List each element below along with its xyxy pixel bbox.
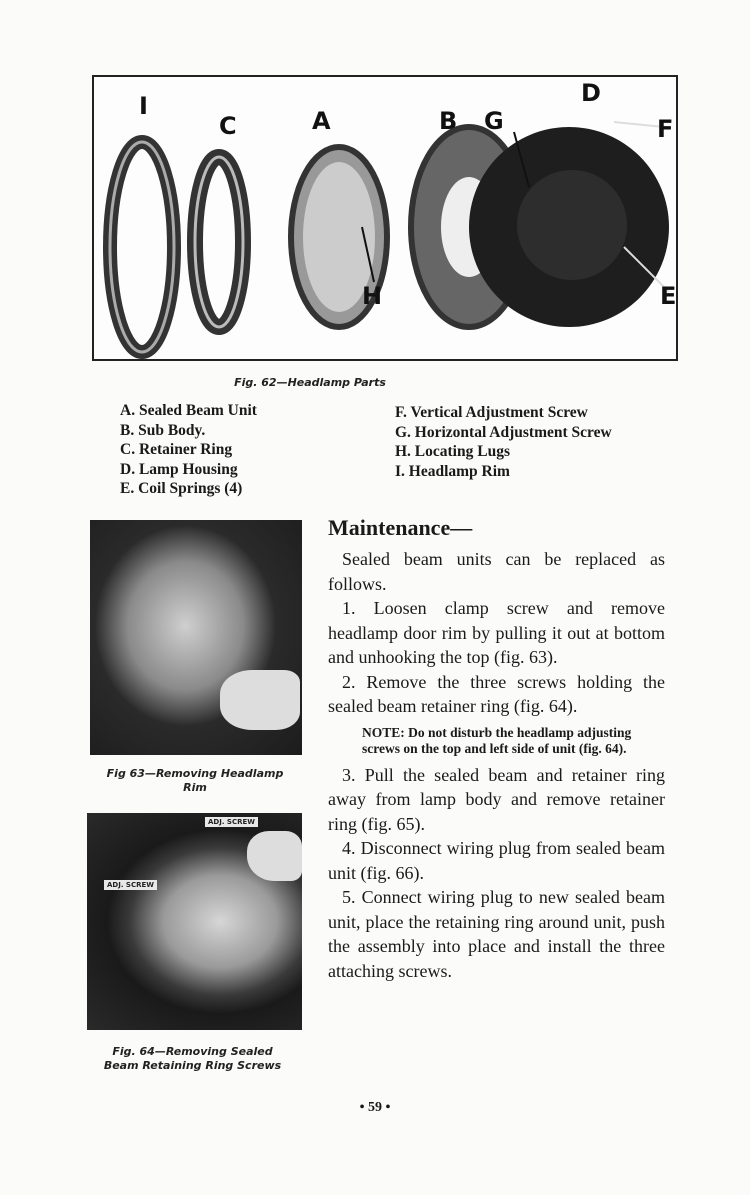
caption-line: Fig. 64—Removing Sealed (112, 1045, 273, 1058)
caption-line: Fig 63—Removing Headlamp (106, 767, 284, 780)
part-item: I. Headlamp Rim (395, 462, 510, 480)
adj-screw-tag-left: ADJ. SCREW (104, 880, 157, 890)
label-e: E (660, 282, 677, 310)
figure-62-headlamp-parts (92, 75, 678, 361)
page-number: • 59 • (359, 1100, 391, 1115)
part-item: D. Lamp Housing (120, 460, 238, 478)
figure-64-photo (87, 813, 302, 1030)
paragraph-step-5: 5. Connect wiring plug to new sealed beam unit, place the retaining ring around unit, push the assembly into place and install the three attaching screws. (328, 887, 665, 981)
part-item: H. Locating Lugs (395, 443, 510, 460)
figure-63-caption (85, 767, 305, 795)
label-c: C (219, 112, 237, 140)
label-b: B (439, 107, 458, 135)
part-item: G. Horizontal Adjustment Screw (395, 423, 612, 441)
label-h: H (362, 282, 383, 310)
part-item: B. Sub Body. (120, 421, 206, 439)
note: NOTE: Do not disturb the headlamp adjusting screws on the top and left side of unit (fig. 64). (362, 724, 632, 756)
paragraph-step-2: 2. Remove the three screws holding the sealed beam retainer ring (fig. 64). (328, 671, 665, 716)
caption-line: Rim (183, 781, 207, 794)
parts-list-left (120, 401, 257, 499)
label-a: A (312, 107, 331, 135)
hand-image (220, 670, 300, 730)
label-f: F (657, 115, 674, 143)
label-g: G (484, 107, 504, 135)
hand-image (247, 831, 302, 881)
maintenance-section (328, 515, 665, 983)
label-i: I (139, 92, 148, 120)
caption-line: Beam Retaining Ring Screws (103, 1059, 282, 1072)
paragraph-intro: Sealed beam units can be replaced as follows. (328, 549, 665, 594)
figure-62-caption: Fig. 62—Headlamp Parts (234, 376, 386, 389)
figure-63-photo (90, 520, 302, 755)
part-item: E. Coil Springs (4) (120, 480, 243, 497)
parts-list-right (395, 403, 612, 481)
part-item: F. Vertical Adjustment Screw (395, 404, 588, 421)
label-d: D (581, 79, 601, 107)
part-item: A. Sealed Beam Unit (120, 402, 257, 419)
paragraph-step-4: 4. Disconnect wiring plug from sealed beam unit (fig. 66). (328, 838, 665, 883)
figure-64-caption (80, 1045, 305, 1073)
paragraph-step-3: 3. Pull the sealed beam and retainer ring away from lamp body and remove retainer ring (fig. 65). (328, 764, 665, 834)
section-heading: Maintenance— (328, 515, 473, 540)
paragraph-step-1: 1. Loosen clamp screw and remove headlamp door rim by pulling it out at bottom and unhooking the top (fig. 63). (328, 598, 665, 667)
adj-screw-tag-top: ADJ. SCREW (205, 817, 258, 827)
part-item: C. Retainer Ring (120, 441, 233, 458)
headlamp-parts-illustration (94, 77, 676, 359)
